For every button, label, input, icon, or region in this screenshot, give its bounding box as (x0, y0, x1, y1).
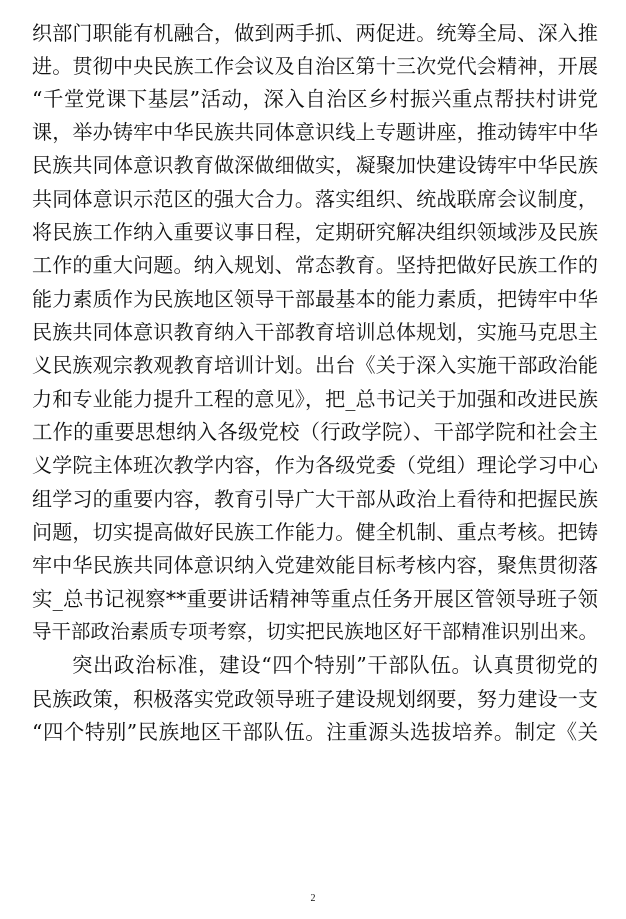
text-line: “四个特别”民族地区干部队伍。注重源头选拔培养。制定《关 (32, 720, 598, 744)
text-line: 组学习的重要内容，教育引导广大干部从政治上看待和把握民族 (32, 487, 598, 511)
text-line: 民族共同体意识教育做深做细做实，凝聚加快建设铸牢中华民族 (32, 153, 598, 177)
paragraph-first-line: 突出政治标准，建设“四个特别”干部队伍。认真贯彻党的 (72, 653, 598, 677)
text-line: 工作的重大问题。纳入规划、常态教育。坚持把做好民族工作的 (32, 253, 598, 277)
text-line: “千堂党课下基层”活动，深入自治区乡村振兴重点帮扶村讲党 (32, 87, 598, 111)
text-line: 共同体意识示范区的强大合力。落实组织、统战联席会议制度， (32, 187, 598, 211)
text-line: 民族共同体意识教育纳入干部教育培训总体规划，实施马克思主 (32, 320, 598, 344)
text-line: 课，举办铸牢中华民族共同体意识线上专题讲座，推动铸牢中华 (32, 120, 598, 144)
text-line: 力和专业能力提升工程的意见》，把_总书记关于加强和改进民族 (32, 387, 598, 411)
text-line: 问题，切实提高做好民族工作能力。健全机制、重点考核。把铸 (32, 520, 598, 544)
text-line: 导干部政治素质专项考察，切实把民族地区好干部精准识别出来。 (32, 620, 598, 643)
text-line: 实_总书记视察**重要讲话精神等重点任务开展区管领导班子领 (32, 587, 598, 611)
text-line: 能力素质作为民族地区领导干部最基本的能力素质，把铸牢中华 (32, 287, 598, 311)
text-line: 工作的重要思想纳入各级党校（行政学院）、干部学院和社会主 (32, 420, 598, 444)
text-line: 进。贯彻中央民族工作会议及自治区第十三次党代会精神，开展 (32, 54, 598, 78)
text-line: 义民族观宗教观教育培训计划。出台《关于深入实施干部政治能 (32, 353, 598, 377)
text-line: 民族政策，积极落实党政领导班子建设规划纲要，努力建设一支 (32, 687, 598, 711)
text-line: 织部门职能有机融合，做到两手抓、两促进。统筹全局、深入推 (32, 21, 598, 45)
text-line: 义学院主体班次教学内容，作为各级党委（党组）理论学习中心 (32, 453, 598, 477)
page-number: 2 (310, 893, 316, 904)
text-line: 将民族工作纳入重要议事日程，定期研究解决组织领域涉及民族 (32, 220, 598, 244)
text-line: 牢中华民族共同体意识纳入党建效能目标考核内容，聚焦贯彻落 (32, 553, 598, 577)
